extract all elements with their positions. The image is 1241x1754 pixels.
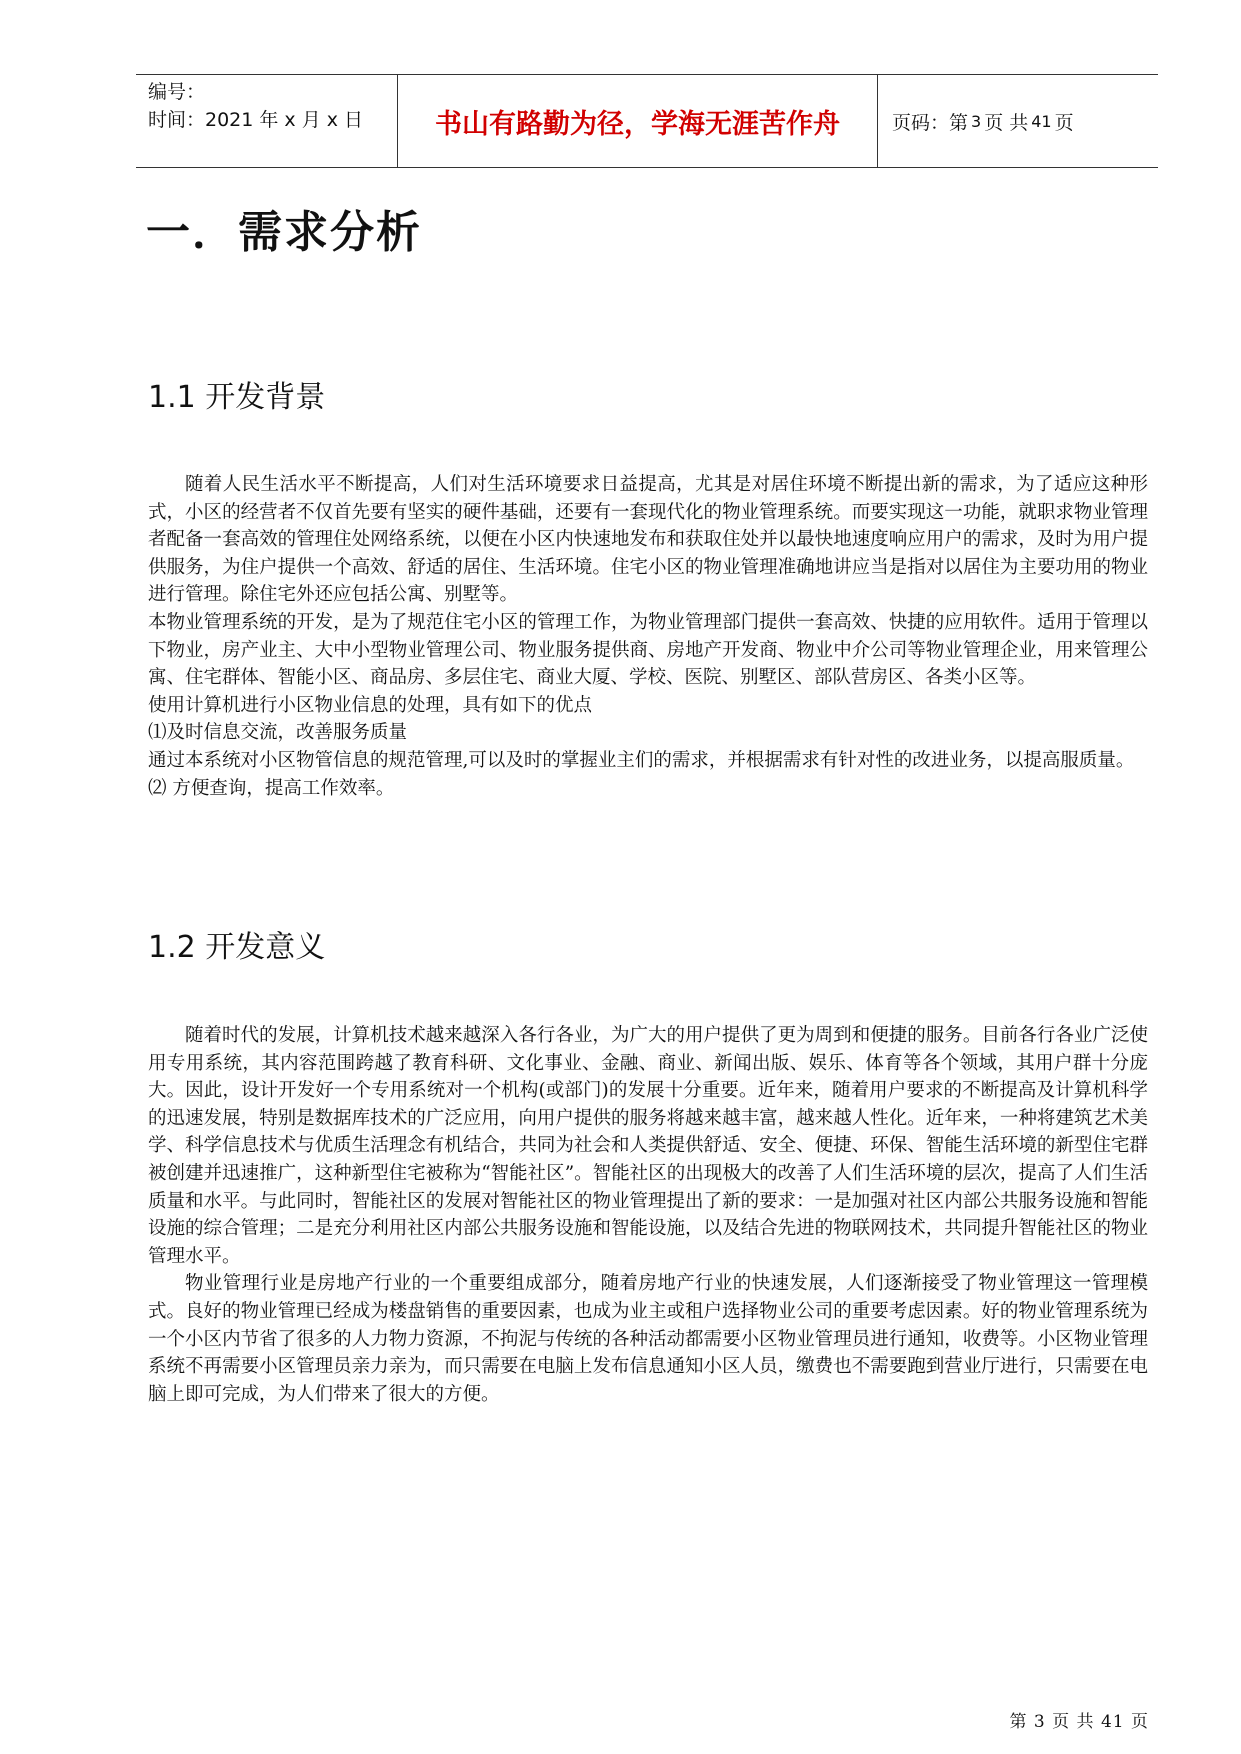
page-mid: 页 共 — [984, 111, 1029, 134]
section-body-background — [148, 471, 1148, 802]
page-header — [136, 74, 1158, 168]
paragraph: 使用计算机进行小区物业信息的处理，具有如下的优点 — [148, 694, 593, 716]
paragraph: 物业管理行业是房地产行业的一个重要组成部分，随着房地产行业的快速发展，人们逐渐接受了物业管理这一管理模式。良好的物业管理已经成为楼盘销售的重要因素，也成为业主或租户选择物业公司的重要考虑因素。好的物业管理系统为一个小区内节省了很多的人力物力资源，不拘泥与传统的各种活动都需要小区物业管理员进行通知，收费等。小区物业管理系统不再需要小区管理员亲力亲为，而只需要在电脑上发布信息通知小区人员，缴费也不需要跑到营业厅进行，只需要在电脑上即可完成，为人们带来了很大的方便。 — [148, 1273, 1148, 1405]
chapter-title: 一．需求分析 — [146, 207, 422, 258]
page-total: 41 — [1031, 111, 1052, 131]
header-meta — [136, 75, 398, 167]
header-page-info — [878, 75, 1158, 167]
section-heading-background: 1.1 开发背景 — [148, 380, 326, 415]
page-suffix: 页 — [1054, 111, 1074, 134]
page-prefix: 页码：第 — [892, 111, 969, 134]
document-code-label: 编号： — [148, 81, 206, 103]
paragraph: 通过本系统对小区物管信息的规范管理,可以及时的掌握业主们的需求，并根据需求有针对性的改进业务，以提高服质量。 — [148, 749, 1135, 771]
section-heading-significance: 1.2 开发意义 — [148, 930, 326, 965]
page-footer: 第 3 页 共 41 页 — [1009, 1712, 1149, 1732]
section-body-significance — [148, 1022, 1148, 1408]
header-motto: 书山有路勤为径，学海无涯苦作舟 — [398, 75, 878, 167]
paragraph: 随着时代的发展，计算机技术越来越深入各行各业，为广大的用户提供了更为周到和便捷的服务。目前各行各业广泛使用专用系统，其内容范围跨越了教育科研、文化事业、金融、商业、新闻出版、娱乐、体育等各个领域，其用户群十分庞大。因此，设计开发好一个专用系统对一个机构(或部门)的发展十分重要。近年来，随着用户要求的不断提高及计算机科学的迅速发展，特别是数据库技术的广泛应用，向用户提供的服务将越来越丰富，越来越人性化。近年来，一种将建筑艺术美学、科学信息技术与优质生活理念有机结合，共同为社会和人类提供舒适、安全、便捷、环保、智能生活环境的新型住宅群被创建并迅速推广，这种新型住宅被称为“智能社区”。智能社区的出现极大的改善了人们生活环境的层次，提高了人们生活质量和水平。与此同时，智能社区的发展对智能社区的物业管理提出了新的要求：一是加强对社区内部公共服务设施和智能设施的综合管理；二是充分利用社区内部公共服务设施和智能设施，以及结合先进的物联网技术，共同提升智能社区的物业管理水平。 — [148, 1025, 1148, 1267]
list-item: ⑴及时信息交流，改善服务质量 — [148, 722, 408, 744]
paragraph: 本物业管理系统的开发，是为了规范住宅小区的管理工作，为物业管理部门提供一套高效、快捷的应用软件。适用于管理以下物业，房产业主、大中小型物业管理公司、物业服务提供商、房地产开发商、物业中介公司等物业管理企业，用来管理公寓、住宅群体、智能小区、商品房、多层住宅、商业大厦、学校、医院、别墅区、部队营房区、各类小区等。 — [148, 611, 1148, 689]
list-item: ⑵ 方便查询，提高工作效率。 — [148, 777, 395, 799]
document-time-label: 时间：2021 年 x 月 x 日 — [148, 109, 364, 131]
page-number: 3 — [971, 111, 982, 131]
paragraph: 随着人民生活水平不断提高，人们对生活环境要求日益提高，尤其是对居住环境不断提出新的需求，为了适应这种形式，小区的经营者不仅首先要有坚实的硬件基础，还要有一套现代化的物业管理系统。而要实现这一功能，就职求物业管理者配备一套高效的管理住处网络系统，以便在小区内快速地发布和获取住处并以最快地速度响应用户的需求，及时为用户提供服务，为住户提供一个高效、舒适的居住、生活环境。住宅小区的物业管理准确地讲应当是指对以居住为主要功用的物业进行管理。除住宅外还应包括公寓、别墅等。 — [148, 474, 1148, 606]
